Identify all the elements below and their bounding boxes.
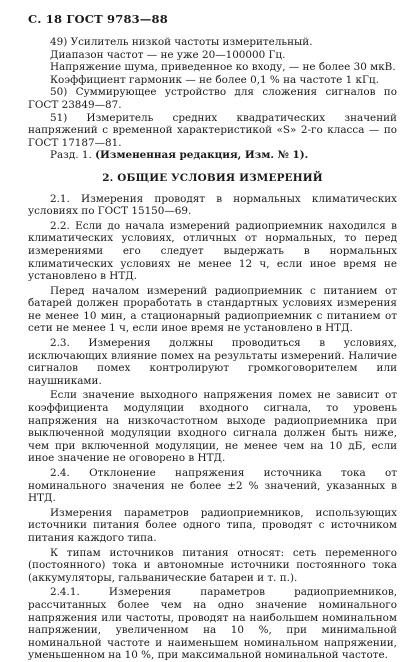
item-49-harmonics: Коэффициент гармоник — не более 0,1 % на частоте 1 кГц. xyxy=(50,73,379,86)
item-51: 51) Измеритель средних квадратических значений напряжений с временной характеристикой «S» 2-го класса — по ГОСТ 17187—81. xyxy=(28,111,397,149)
section-note-amendment: (Измененная редакция, Изм. № 1). xyxy=(95,149,309,162)
item-49: 49) Усилитель низкой частоты измерительный. xyxy=(50,36,313,48)
paragraph-2-3: 2.3. Измерения должны проводиться в условиях, исключающих влияние помех на результаты измерений. Наличие сигналов помех контролируют громкоговорителем или наушниками. xyxy=(28,337,397,387)
paragraph-2-4: 2.4. Отклонение напряжения источника тока от номинального значения не более ±2 % значений, указанных в НТД. xyxy=(28,467,397,505)
section-heading: 2. ОБЩИЕ УСЛОВИЯ ИЗМЕРЕНИЙ xyxy=(102,171,323,184)
item-49-noise-voltage: Напряжение шума, приведенное ко входу, — не более 30 мкВ. xyxy=(50,61,396,74)
paragraph-2-2: 2.2. Если до начала измерений радиоприемник находился в климатических условиях, отличных от нормальных, то перед измерениями его следует выдержать в нормальных климатических условиях не менее 12 ч, если иное время не установлено в НТД. xyxy=(28,219,397,283)
section-note xyxy=(28,149,397,162)
page-header: С. 18 ГОСТ 9783—88 xyxy=(28,12,168,26)
section-note-prefix: Разд. 1. xyxy=(50,149,96,162)
paragraph-2-4-sources: Измерения параметров радиоприемников, использующих источники питания более одного типа, проводят с источником питания каждого типа. xyxy=(28,506,397,544)
item-49-frequency-range: Диапазон частот — не уже 20—100000 Гц. xyxy=(50,48,286,61)
paragraph-2-1: 2.1. Измерения проводят в нормальных климатических условиях по ГОСТ 15150—69. xyxy=(28,192,397,218)
document-body xyxy=(28,36,397,662)
paragraph-2-4-1: 2.4.1. Измерения параметров радиоприемников, рассчитанных более чем на одно значение номинального напряжения или частоты, проводят на наибольшем номинальном напряжении, увеличенном на 10 %, при минимальной номинальной частоте и наименьшем номинальном напряжении, уменьшенном на 10 %, при максимальной номинальной частоте. xyxy=(28,586,397,662)
paragraph-2-4-types: К типам источников питания относят: сеть переменного (постоянного) тока и автономные источники постоянного тока (аккумуляторы, гальванические батареи и т. п.). xyxy=(28,546,397,584)
paragraph-2-2-battery: Перед началом измерений радиоприемник с питанием от батарей должен проработать в стандартных условиях измерения не менее 10 мин, а стационарный радиоприемник с питанием от сети не менее 1 ч, если иное время не установлено в НТД. xyxy=(28,284,397,335)
paragraph-2-3-modulation: Если значение выходного напряжения помех не зависит от коэффициента модуляции входного сигнала, то уровень напряжения на низкочастотном выходе радиоприемника при выключенной модуляции входного сигнала должен быть ниже, чем при включенной модуляции, не менее чем на 10 дБ, если иное значение не оговорено в НТД. xyxy=(28,389,397,465)
item-50: 50) Суммирующее устройство для сложения сигналов по ГОСТ 23849—87. xyxy=(28,86,397,111)
